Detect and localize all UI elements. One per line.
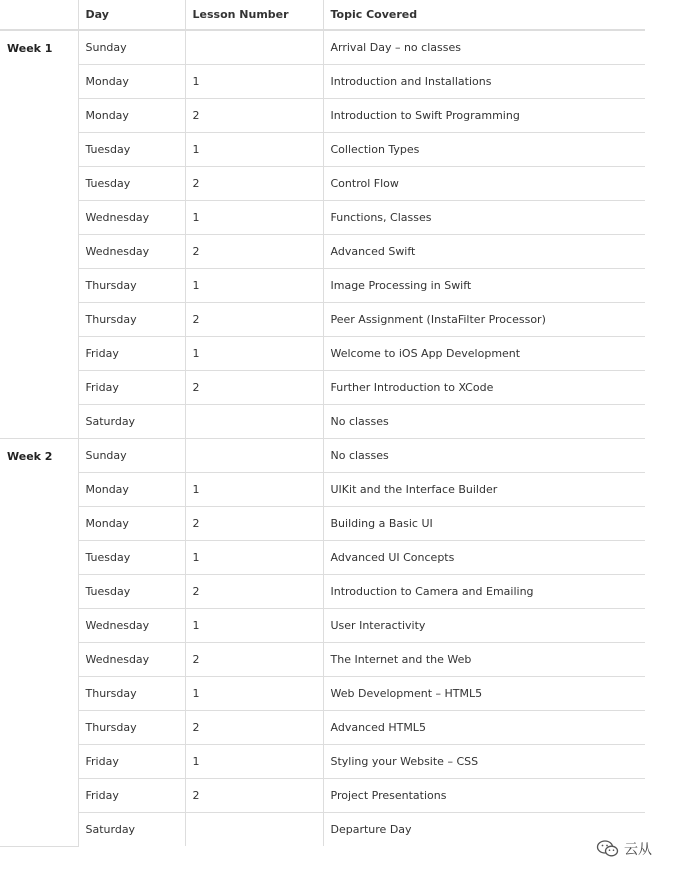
table-row	[0, 201, 645, 235]
topic-cell: Functions, Classes	[323, 201, 645, 235]
topic-cell: Advanced HTML5	[323, 711, 645, 745]
topic-cell: Introduction to Camera and Emailing	[323, 575, 645, 609]
topic-cell: Further Introduction to XCode	[323, 371, 645, 405]
topic-cell: Collection Types	[323, 133, 645, 167]
table-row	[0, 371, 645, 405]
table-row	[0, 507, 645, 541]
topic-cell: Advanced UI Concepts	[323, 541, 645, 575]
topic-cell: UIKit and the Interface Builder	[323, 473, 645, 507]
topic-cell: User Interactivity	[323, 609, 645, 643]
table-row	[0, 30, 645, 65]
topic-cell: Image Processing in Swift	[323, 269, 645, 303]
table-row	[0, 269, 645, 303]
lesson-number-cell: 2	[185, 167, 323, 201]
lesson-number-cell: 2	[185, 99, 323, 133]
day-cell: Tuesday	[78, 575, 185, 609]
day-cell: Friday	[78, 371, 185, 405]
table-row	[0, 813, 645, 847]
topic-cell: No classes	[323, 439, 645, 473]
lesson-number-cell: 1	[185, 609, 323, 643]
table-row	[0, 643, 645, 677]
table-row	[0, 609, 645, 643]
header-topic-covered: Topic Covered	[323, 0, 645, 30]
day-cell: Monday	[78, 65, 185, 99]
lesson-number-cell: 1	[185, 133, 323, 167]
table-row	[0, 439, 645, 473]
lesson-number-cell: 1	[185, 337, 323, 371]
day-cell: Friday	[78, 745, 185, 779]
topic-cell: The Internet and the Web	[323, 643, 645, 677]
week-label: Week 2	[0, 439, 78, 847]
lesson-number-cell: 2	[185, 371, 323, 405]
table-row	[0, 541, 645, 575]
lesson-number-cell: 2	[185, 235, 323, 269]
day-cell: Thursday	[78, 711, 185, 745]
table-row	[0, 405, 645, 439]
day-cell: Wednesday	[78, 201, 185, 235]
day-cell: Tuesday	[78, 541, 185, 575]
lesson-number-cell: 2	[185, 507, 323, 541]
table-row	[0, 337, 645, 371]
topic-cell: Advanced Swift	[323, 235, 645, 269]
watermark-text: 云从	[624, 842, 652, 858]
topic-cell: Web Development – HTML5	[323, 677, 645, 711]
day-cell: Thursday	[78, 303, 185, 337]
topic-cell: Welcome to iOS App Development	[323, 337, 645, 371]
table-row	[0, 677, 645, 711]
day-cell: Sunday	[78, 30, 185, 65]
table-row	[0, 711, 645, 745]
lesson-number-cell	[185, 439, 323, 473]
day-cell: Monday	[78, 99, 185, 133]
topic-cell: Introduction and Installations	[323, 65, 645, 99]
lesson-number-cell	[185, 813, 323, 847]
header-week	[0, 0, 78, 30]
day-cell: Thursday	[78, 269, 185, 303]
lesson-number-cell: 2	[185, 303, 323, 337]
lesson-number-cell: 1	[185, 473, 323, 507]
topic-cell: Project Presentations	[323, 779, 645, 813]
lesson-number-cell: 1	[185, 269, 323, 303]
table-row	[0, 303, 645, 337]
lesson-number-cell: 1	[185, 745, 323, 779]
day-cell: Sunday	[78, 439, 185, 473]
table-row	[0, 65, 645, 99]
table-row	[0, 473, 645, 507]
topic-cell: No classes	[323, 405, 645, 439]
watermark	[596, 838, 666, 860]
table-row	[0, 167, 645, 201]
day-cell: Thursday	[78, 677, 185, 711]
lesson-number-cell	[185, 405, 323, 439]
lesson-number-cell: 2	[185, 711, 323, 745]
table-row	[0, 745, 645, 779]
wechat-icon	[596, 839, 620, 859]
day-cell: Saturday	[78, 813, 185, 847]
lesson-number-cell	[185, 30, 323, 65]
topic-cell: Building a Basic UI	[323, 507, 645, 541]
lesson-number-cell: 2	[185, 779, 323, 813]
day-cell: Tuesday	[78, 167, 185, 201]
header-lesson-number: Lesson Number	[185, 0, 323, 30]
topic-cell: Departure Day	[323, 813, 645, 847]
day-cell: Wednesday	[78, 643, 185, 677]
day-cell: Wednesday	[78, 609, 185, 643]
day-cell: Monday	[78, 473, 185, 507]
table-row	[0, 99, 645, 133]
header-row	[0, 0, 645, 30]
topic-cell: Introduction to Swift Programming	[323, 99, 645, 133]
schedule-body	[0, 30, 645, 846]
lesson-number-cell: 2	[185, 575, 323, 609]
table-row	[0, 235, 645, 269]
topic-cell: Styling your Website – CSS	[323, 745, 645, 779]
day-cell: Wednesday	[78, 235, 185, 269]
day-cell: Friday	[78, 337, 185, 371]
topic-cell: Peer Assignment (InstaFilter Processor)	[323, 303, 645, 337]
topic-cell: Arrival Day – no classes	[323, 30, 645, 65]
lesson-number-cell: 1	[185, 65, 323, 99]
day-cell: Saturday	[78, 405, 185, 439]
lesson-number-cell: 2	[185, 643, 323, 677]
lesson-number-cell: 1	[185, 541, 323, 575]
table-row	[0, 575, 645, 609]
day-cell: Tuesday	[78, 133, 185, 167]
header-day: Day	[78, 0, 185, 30]
table-row	[0, 133, 645, 167]
topic-cell: Control Flow	[323, 167, 645, 201]
table-row	[0, 779, 645, 813]
week-label: Week 1	[0, 30, 78, 439]
lesson-number-cell: 1	[185, 677, 323, 711]
day-cell: Friday	[78, 779, 185, 813]
lesson-number-cell: 1	[185, 201, 323, 235]
day-cell: Monday	[78, 507, 185, 541]
